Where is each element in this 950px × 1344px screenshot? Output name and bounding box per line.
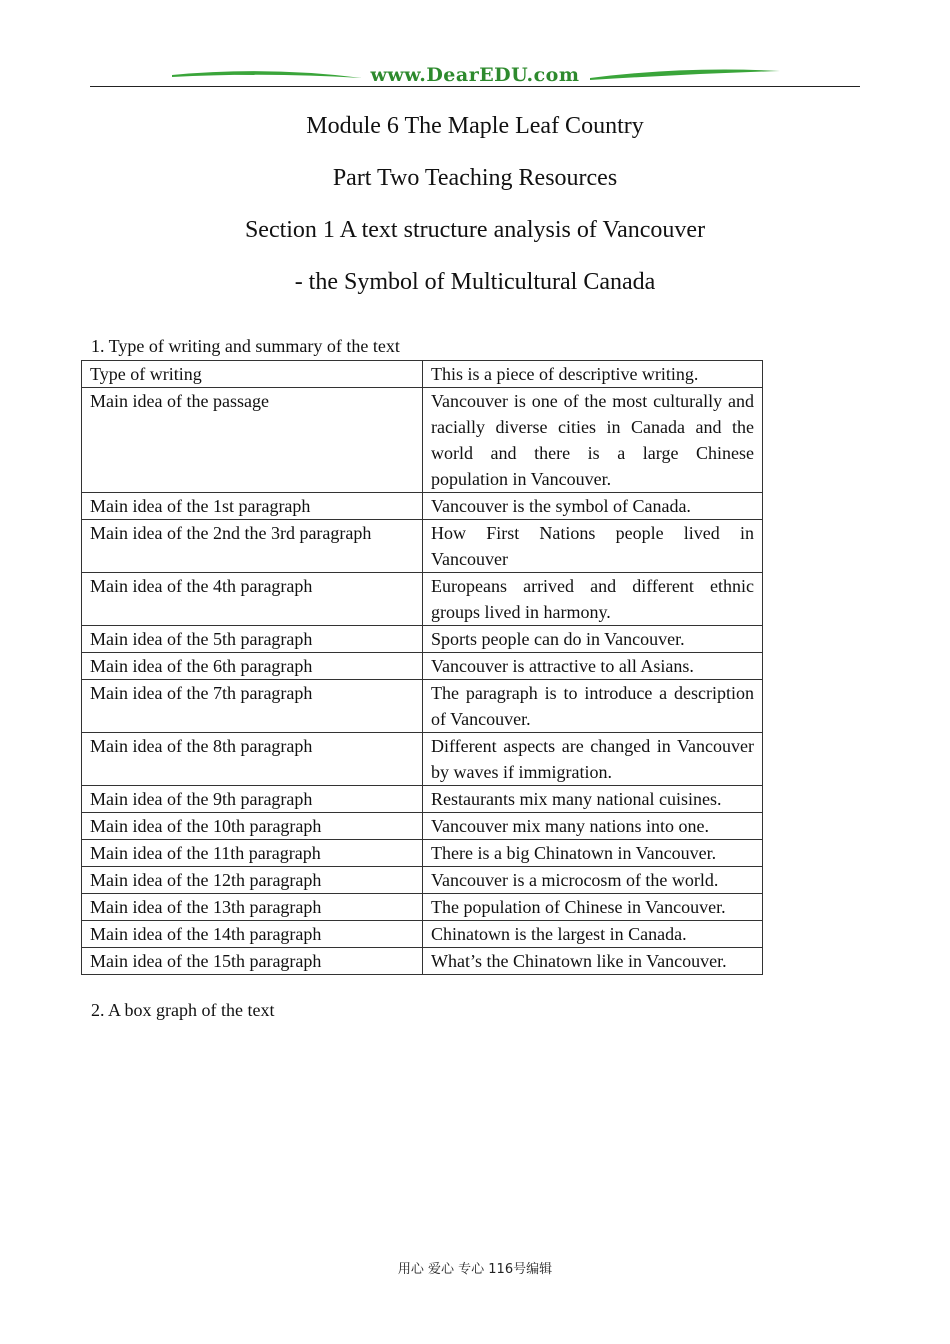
row-label: Main idea of the 6th paragraph — [82, 653, 423, 680]
table-row — [82, 573, 763, 626]
table-row — [82, 921, 763, 948]
row-label: Main idea of the passage — [82, 388, 423, 493]
row-value: Vancouver is one of the most culturally and racially diverse cities in Canada and the world and there is a large Chinese population in Vancouver. — [423, 388, 763, 493]
row-label: Type of writing — [82, 361, 423, 388]
table-row — [82, 948, 763, 975]
page-header — [90, 62, 860, 92]
section-subtitle: - the Symbol of Multicultural Canada — [294, 269, 656, 295]
row-value: Sports people can do in Vancouver. — [423, 626, 763, 653]
section2-heading: 2. A box graph of the text — [91, 1000, 275, 1020]
row-value: This is a piece of descriptive writing. — [423, 361, 763, 388]
table-row — [82, 626, 763, 653]
row-label: Main idea of the 5th paragraph — [82, 626, 423, 653]
page-footer: 用心 爱心 专心 116号编辑 — [397, 1262, 553, 1277]
row-value: Different aspects are changed in Vancouver by waves if immigration. — [423, 733, 763, 786]
row-value: The paragraph is to introduce a description of Vancouver. — [423, 680, 763, 733]
row-value: Europeans arrived and different ethnic groups lived in harmony. — [423, 573, 763, 626]
row-value: There is a big Chinatown in Vancouver. — [423, 840, 763, 867]
row-value: Vancouver is a microcosm of the world. — [423, 867, 763, 894]
table-row — [82, 361, 763, 388]
row-value: Vancouver is attractive to all Asians. — [423, 653, 763, 680]
table-row — [82, 493, 763, 520]
row-value: The population of Chinese in Vancouver. — [423, 894, 763, 921]
site-logo — [90, 64, 860, 86]
row-label: Main idea of the 11th paragraph — [82, 840, 423, 867]
part-title: Part Two Teaching Resources — [332, 165, 618, 191]
header-rule — [90, 86, 860, 87]
summary-table — [81, 360, 763, 975]
row-label: Main idea of the 14th paragraph — [82, 921, 423, 948]
row-label: Main idea of the 8th paragraph — [82, 733, 423, 786]
row-label: Main idea of the 1st paragraph — [82, 493, 423, 520]
row-label: Main idea of the 15th paragraph — [82, 948, 423, 975]
table-row — [82, 680, 763, 733]
row-label: Main idea of the 7th paragraph — [82, 680, 423, 733]
row-label: Main idea of the 10th paragraph — [82, 813, 423, 840]
row-value: Vancouver is the symbol of Canada. — [423, 493, 763, 520]
row-value: Restaurants mix many national cuisines. — [423, 786, 763, 813]
table-row — [82, 388, 763, 493]
row-value: How First Nations people lived in Vancouver — [423, 520, 763, 573]
row-label: Main idea of the 9th paragraph — [82, 786, 423, 813]
title-block — [0, 104, 950, 312]
row-value: Chinatown is the largest in Canada. — [423, 921, 763, 948]
table-row — [82, 520, 763, 573]
site-logo-text: www.DearEDU.com — [367, 64, 584, 86]
summary-table-body — [82, 361, 763, 975]
table-row — [82, 813, 763, 840]
row-label: Main idea of the 4th paragraph — [82, 573, 423, 626]
row-value: What’s the Chinatown like in Vancouver. — [423, 948, 763, 975]
row-value: Vancouver mix many nations into one. — [423, 813, 763, 840]
table-row — [82, 840, 763, 867]
row-label: Main idea of the 12th paragraph — [82, 867, 423, 894]
section1-heading: 1. Type of writing and summary of the text — [91, 336, 400, 356]
section-title: Section 1 A text structure analysis of Vancouver — [244, 217, 706, 243]
module-title: Module 6 The Maple Leaf Country — [306, 113, 644, 139]
table-row — [82, 867, 763, 894]
row-label: Main idea of the 13th paragraph — [82, 894, 423, 921]
table-row — [82, 786, 763, 813]
table-row — [82, 733, 763, 786]
table-row — [82, 653, 763, 680]
table-row — [82, 894, 763, 921]
row-label: Main idea of the 2nd the 3rd paragraph — [82, 520, 423, 573]
